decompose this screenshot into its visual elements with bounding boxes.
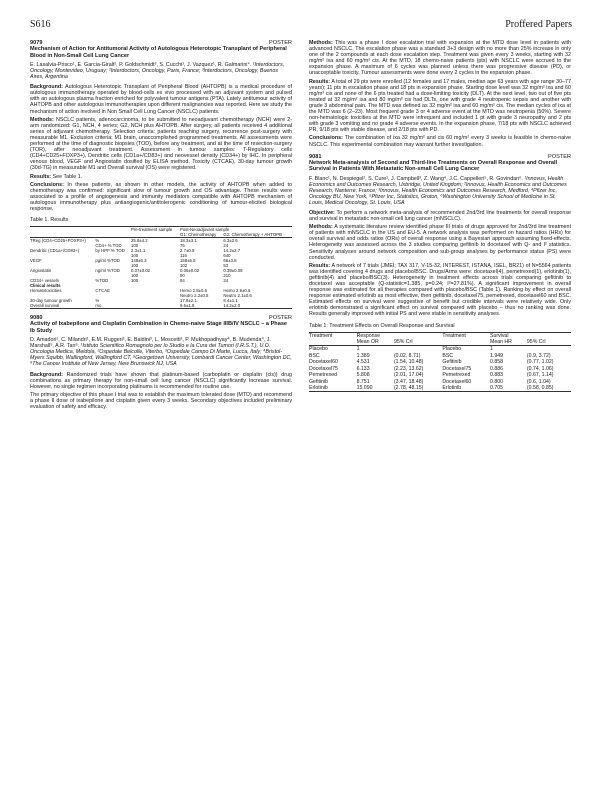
table-cell-unit: % [95,298,100,304]
table-cell-label: Overall survival [30,303,95,309]
table-cell-g1: 9.6±1.8 [180,303,223,309]
results-paragraph: Results: See Table 1. [30,173,83,180]
table-cell: Pemetrexed [442,372,471,379]
table-cell: 1 [356,346,360,353]
methods-paragraph: Methods: This was a phase I dose escalation trial with expansion at the MTD dose level in patients with advanced NSCLC. The escalation phase was a standard 3+3 design with no more than 25% increase in only one of the 2 compounds at each dose escalation step. Treatment was given every 3 weeks, starting with 32 mg/m² ixa and 60 mg/m² cis. At the MTD, 18 chemo-naive patients (pts) with NSCLC were accrued to the expansion phase. A maximum of 6 cycles was planned unless there was progressive disease (PD), or unacceptable toxicity. Tumour assessments were done every 2 cycles in the expansion phase. [309,40,571,77]
table-row [30,258,292,268]
table-cell: 1.949 [490,352,503,359]
table-cell-pre: 100 [130,243,139,249]
table-cell: 0.883 [490,372,503,379]
table-cell: Placebo [309,346,328,353]
results-paragraph: Results: A network of 7 trials (JMEI; TAX 317, V-15-32, INTEREST, ISTANA, ISEL, BR21) of N=5564 patients was identified covering 4 drugs and placebo/BSC. Drugs/Arms were: docetaxel(4), pemetrexed(1), erlotinib(1), gefitinib(4) and placebo/BSC(3). Heterogeneity in treatment effects across trials comparing gefitinib to docetaxel was acceptable (Q-statistic=1.385, p=0.24; I²=27.81%). A significant improvement in overall response was estimated for all therapies compared with placebo/BSC (Table 1). Ranking by effect on overall response estimated erlotinib as most effective, then gefitinib, docetaxel75, pemetrexed, docetaxel60 and BSC. Estimated effects on survival were suggestive of benefit but credible intervals were relatively wide. Only erlotinib demonstrated a significant effect on survival compared with placebo – thus no ranking was done. Results generally improved with initial PS and were stable in sensitivity analyses. [309,262,571,318]
table-cell-g1: 158±5.5 102 [180,258,196,269]
table-cell-g2: 8.4±1.1 [223,298,238,304]
affiliations: ¹Interdoctors, Oncology, Montevideo, Uruguay; ²Interdoctors, Oncology, Paris, France; ³Interdoctors, Oncology, Buenos Aires, Argentina [30,61,285,81]
table-cell-pre [131,303,180,309]
abstract-number: 9079 [30,40,43,46]
column-header-treatment: Treatment [309,332,357,339]
table-cell-g1: 18.3±3.1 [180,238,197,244]
table-cell: (0.58, 0.85) [527,385,571,392]
table-cell: 1.389 [356,352,370,359]
table-cell: (0.6, 1.04) [526,378,551,385]
table-cell: 0.800 [490,378,503,385]
results-paragraph: Results: A total of 29 pts were enrolled (12 females and 17 males, median age 63 years with age range 30–77 years); 11 pts in escalation phase and 18 pts in expansion phase. Starting dose level was 32 mg/m² ixa and 60 mg/m² cis and none of the 6 pts treated had a dose-limiting toxicity (DLT). At the next level, two out of five pts treated at 32 mg/m² ixa and 80 mg/m² cis had DLTs, one with grade 4 neutropenic sepsis and another with grade 3 abdominal pain. The MTD was defined as 32 mg/m² ixa and 60 mg/m² cis. The median cycles of ixa at the MTD was 6 (2–23). Most frequent grade 3 or 4 adverse event at the MTD was neutropenia (50%). Severe non-hematologic toxicities at the MTD were infrequent and included 1 pt with grade 3 neuropathy and 2 pts with grade 3 vomiting and no grade 4 adverse events. In the expansion phase, 7/18 pts with NSCLC achieved PR, 9/18 pts with stable disease, and 2/18 pts with PD. [309,78,571,134]
table-cell: Erlotinib [309,385,357,392]
table-cell: 0.705 [490,385,527,392]
table-cell: 0.886 [490,365,503,372]
column-header-treatment: Treatment [442,332,490,339]
table-cell-unit: mo [95,303,131,309]
column-header-g2: G2: Chemotherapy + AHTOPB [223,232,292,238]
table-cell: Docetaxel75 [442,365,472,372]
abstract-type: POSTER [268,315,292,322]
page-number: S616 [30,19,51,30]
table-cell-unit: %TOD [95,278,109,284]
table-cell: (0.74, 1.06) [526,365,554,372]
objective-paragraph: Objective: To perform a network meta-analysis of recommended 2nd/3rd line treatments for overall response and survival in metastatic non-small cell lung cancer (mNSCLC). [309,209,572,223]
table-cell-unit: % [95,238,100,244]
table-cell-g1: 76 [180,243,185,249]
column-header-survival: Survival [490,332,571,339]
methods-paragraph: Methods: A systematic literature review identified phase III trials of drugs approved for 2nd/3rd line treatment of patients with mNSCLC in the US and EU-5. A network analysis was performed on hazard ratios (HRs) for overall survival and odds ratios (ORs) of overall response using a Bayesian approach assuming fixed-effects. Heterogeneity was assessed across the 3 studies comparing gefitinib to docetaxel with Q- and I² statistics. Sensitivity analyses around network composition and sub-group analyses by performance status (PS) were conducted. [309,224,571,261]
table-cell-g1: 84 [180,278,185,284]
table-cell-label: Angiostatin [30,268,52,274]
table-cell: (0.77, 1.02) [526,359,554,366]
table-cell-g2: 6.3±2.6 [223,238,238,244]
table-cell-g2: 14.2±2.7 640 [223,248,241,259]
conclusions-paragraph: Conclusions: In these patients, as shown in other models, the activity of AHTOPB when added to chemotherapy was confirmed: significant slow of tumour growth and OS advantage. These results were associated to a profile of angiogenesis and immunity mediators compatible with AHTOPB mechanism of autologous immunotherapy plus antiangiogenic/antitolerogenic conditioning of tumour-elicited biological response. [30,181,292,212]
table-cell-unit: CTCAE [95,288,110,294]
table-cell-label: Dendritic (CD1a+/CD83+) [30,248,80,254]
author-list: F. Blanc¹, N. Despiegel², S. Cure¹, J. Campbell³, Z. Wang⁴, J.C. Cappelleri⁵, R. Govindan⁶. ¹Innovus, Health Economics and Outcomes Research, Uxbridge, United Kingdom; ²Innovus, Health Economics and Outcomes Research, Nanterre, France; ³Innovus, Health Economics and Outcomes Research, Medford, ⁴Pfizer Inc, Oncology BU, New York, ⁵Pfizer Inc, Statistics, Groton, ⁶Washington University School of Medicine in St. Louis, Medical Oncology, St. Louis, USA [309,175,567,206]
table-cell: (0.9, 3.72) [526,352,551,359]
table-cell: BSC [309,352,320,359]
table-cell: 1 [490,346,493,353]
column-header-pre: Pre-treatment sample [131,227,180,233]
table-cell: (2.01, 17.04) [393,372,424,379]
author-list: D. Amadori¹, C. Milandri¹, E.M. Ruggeri², E. Baldini³, L. Moscetti², P. Mukhopadhyay⁴, B. Mudenda⁴, J. Marshall⁵, A.R. Tan⁶. ¹Istituto Scientifico Romagnolo per lo Studio e la Cura dei Tumori (I.R.S.T.), U.O. Oncologia Medica, Meldola, ²Ospedale Belcolle, Viterbo, ³Ospedale Campo Di Marte, Lucca, Italy; ⁴Bristol-Myers Squibb, Wallingford, Wallingford CT, ⁵Georgetown University, Lombardi Cancer Center, Washington DC, ⁶The Cancer Institute of New Jersey, New Brunswick NJ, USA [30,337,292,368]
table-cell: Docetaxel60 [309,359,338,366]
abstract-type: POSTER [547,153,571,160]
column-header-cri: 95% CrI [394,339,442,346]
table-row [30,268,292,278]
table-cell: Gefitinib [442,359,462,366]
table-cell-pre: 25.8±4.2 [130,238,148,244]
right-column [309,40,571,398]
affiliations: ¹Innovus, Health Economics and Outcomes Research, Uxbridge, United Kingdom; ²Innovus, Health Economics and Outcomes Research, Nanterre, France; ³Innovus, Health Economics and Outcomes Research, Medford, ⁴Pfizer Inc, Oncology BU, New York, ⁵Pfizer Inc, Statistics, Groton, ⁶Washington University School of Medicine in St. Louis, Medical Oncology, St. Louis, USA [309,175,567,206]
table-cell-label: 30-day tumour growth [30,298,72,304]
column-header-cri: 95% CrI [527,339,571,346]
table-caption: Table 1. Results [30,217,69,224]
table-cell: Docetaxel75 [309,365,338,372]
table-cell: (2.23, 13.62) [393,365,424,372]
abstract-9081 [309,154,571,393]
left-column [30,40,292,416]
treatment-effects-table [309,332,571,393]
table-cell-g2: Hemo 2.9±0.6 Neutro 2.1±0.6 [223,288,252,299]
table-cell-unit: CD4+ % TOD [95,243,122,249]
abstract-9080 [30,315,292,410]
table-cell: 8.751 [356,378,370,385]
table-cell: (1.54, 10.48) [393,359,424,366]
table-cell: 0.858 [490,359,503,366]
table-cell: Docetaxel60 [442,378,472,385]
table-cell-g1: 2.7±0.9 116 [180,248,195,259]
table-cell-g1: 17.6±2.1 [180,298,197,304]
table-cell: 15.090 [357,385,394,392]
abstract-title: Mechanism of Action for Antitumoral Activity of Autologous Heterotopic Transplant of Peripheral Blood in Non-Small Cell Lung Cancer [30,46,287,59]
table-cell-label: Hematotoxicities [30,288,62,294]
table-cell-pre: 148±6.3 100 [130,258,147,269]
column-header-mean-or: Mean OR [357,339,394,346]
column-header-response: Response [357,332,443,339]
table-cell: 4.531 [356,359,370,366]
table-cell: Placebo [442,346,462,353]
table-cell-g2: 0.39±0.08 210 [223,268,243,279]
table-cell: (2.78, 48.15) [394,385,442,392]
table-cell-g1: Hemo 2.8±0.6 Neutro 2.2±0.5 [180,288,209,299]
table-cell-unit: ng/ml %TOD [95,268,120,274]
table-cell-g2: 14.2±2.0 [223,303,292,309]
table-cell-pre: 100 [130,278,139,284]
table-cell-label: TReg (CD4+CD25+FOXP3+) [30,238,86,244]
table-cell-g2: 66±3.8 53 [223,258,237,269]
table-cell: (0.67, 1.14) [526,372,554,379]
table-cell-pre [131,288,180,298]
journal-name: Proffered Papers [505,19,572,30]
author-list: E. Lasalvia-Prisco¹, E. Garcia-Giralt², P. Goldschmidt³, S. Cucchi¹, J. Vazquez¹, R. Galmarini⁴. ¹Interdoctors, Oncology, Montevideo, Uruguay; ²Interdoctors, Oncology, Paris, France; ³Interdoctors, Oncology, Buenos Aires, Argentina [30,61,285,81]
abstract-number: 9080 [30,315,43,322]
table-cell: Erlotinib [442,385,490,392]
column-header-g1: G1: Chemotherapy [180,232,223,238]
table-cell: BSC [442,352,454,359]
abstract-title: Network Meta-analysis of Second and Third-line Treatments on Overall Response and Overall Survival in Patients With Metastatic Non-small Cell Lung Cancer [309,159,558,173]
table-cell-g2: 24 [223,243,229,249]
abstract-title: Activity of Ixabepilone and Cisplatin Combination in Chemo-naive Stage IIIB/IV NSCLC – a Phase Ib Study [30,321,288,334]
affiliations: ¹Istituto Scientifico Romagnolo per lo Studio e la Cura dei Tumori (I.R.S.T.), U.O. Oncologia Medica, Meldola, ²Ospedale Belcolle, Viterbo, ³Ospedale Campo Di Marte, Lucca, Italy; ⁴Bristol-Myers Squibb, Wallingford, Wallingford CT, ⁵Georgetown University, Lombardi Cancer Center, Washington DC, ⁶The Cancer Institute of New Jersey, New Brunswick NJ, USA [30,343,292,368]
methods-paragraph: Methods: NSCLC patients, adenocarcinoma, to be submitted to neoadjuvant chemotherapy (NCH) were 2-arm randomized: G1, NCH, 4 series; G2, NCH plus AHTOPB. After surgery, all patients received 4 additional series of adjuvant chemotherapy. Selection criteria: patients reaching surgery, recurrence post-surgery with measurable M1. Exclusion criteria: M1 brain, unaccomplished programmed treatments. All assessments were performed at the time of diagnostic biopsies (TOD), before any treatment, and at the time of resection-surgery (TOR), after neoadjuvant treatment. Assessment in tumour samples: T-Regulatory cells (CD4+CD25+FOXP3+), Dendritic cells (CD1a+/CD83+) and neovessel density (CD34+) by IHC. In peripheral venous blood, VEGF and Angiostatin dosified by ELISA method. Toxicity (CTCAE), 30-day tumour growth (30d-TG) in measurable M1 and Overall survival (OS) were registered. [30,116,292,172]
table-cell: (0.02, 8.71) [393,352,421,359]
table-cell-label: VEGF [30,258,42,264]
background-paragraph: Background: Randomized trials have shown that platinum-based (carboplatin or cisplatin (cis)) drug combinations as primary therapy for non-small cell lung cancer (NSCLC) significantly increase survival. However, no single regimen incorporating platinums is recommended for routine use. [30,371,292,390]
objective-paragraph: The primary objective of this phase I trial was to establish the maximum tolerated dose (MTD) and recommend a phase II dose of ixabepilone and cisplatin given every 3 weeks. Secondary objectives included preliminary evaluation of safety and efficacy. [30,391,292,410]
abstract-type: POSTER [268,40,292,46]
abstract-number: 9081 [309,153,322,160]
abstract-9080-continued [309,40,571,148]
table-cell: 5.808 [356,372,370,379]
results-table [30,226,292,309]
table-cell: Gefitinib [309,378,329,385]
table-cell-label: Clinical results [30,283,61,289]
abstract-9079 [30,40,292,309]
column-header-post: Post-Neoadjuvant sample [180,227,292,233]
table-cell [527,346,571,353]
background-paragraph: Background: Autologous Heterotopic Transplant of Peripheral Blood (AHTOPB) is a medical procedure of autologous immunotherapy operated by blood-cells ex vivo processed with an adjuvant system and pulsed with an autologous plasma fraction enriched for polyvalent tumour antigens (PTA). Lately antitumour activity of AHTOPB and other autologous immunotherapies upon different malignancies was reported. Here we study the mechanism of action involved in Non Small Cell Lung Cancer (NSCLC) patients. [30,84,292,115]
table-row [30,248,292,258]
table-cell: (3.47, 18.48) [393,378,424,385]
table-caption: Table 1: Treatment Effects on Overall Response and Survival [309,322,455,329]
table-row [309,346,571,353]
table-cell-unit: by HPF % TOD [95,248,125,254]
table-cell-label: CD34+ vessels [30,278,60,284]
table-cell: 6.133 [356,365,370,372]
table-cell: Pemetrexed [309,372,337,379]
table-cell-g1: 0.06±0.02 90 [180,268,200,279]
column-header-mean-hr: Mean HR [490,339,527,346]
table-row [30,303,292,309]
table-cell-pre: 0.07±0.02 100 [130,268,151,279]
table-cell-pre: 2.3±1.1 100 [130,248,146,259]
table-cell-unit: pg/ml %TOD [95,258,120,264]
conclusions-paragraph: Conclusions: The combination of ixa 32 mg/m² and cis 60 mg/m² every 3 weeks is feasible in chemo-naive NSCLC. This experimental combination may warrant further investigation. [309,135,571,148]
table-row [309,385,571,392]
table-cell-g2: 24 [223,278,229,284]
table-cell [394,346,442,353]
table-row [30,288,292,298]
